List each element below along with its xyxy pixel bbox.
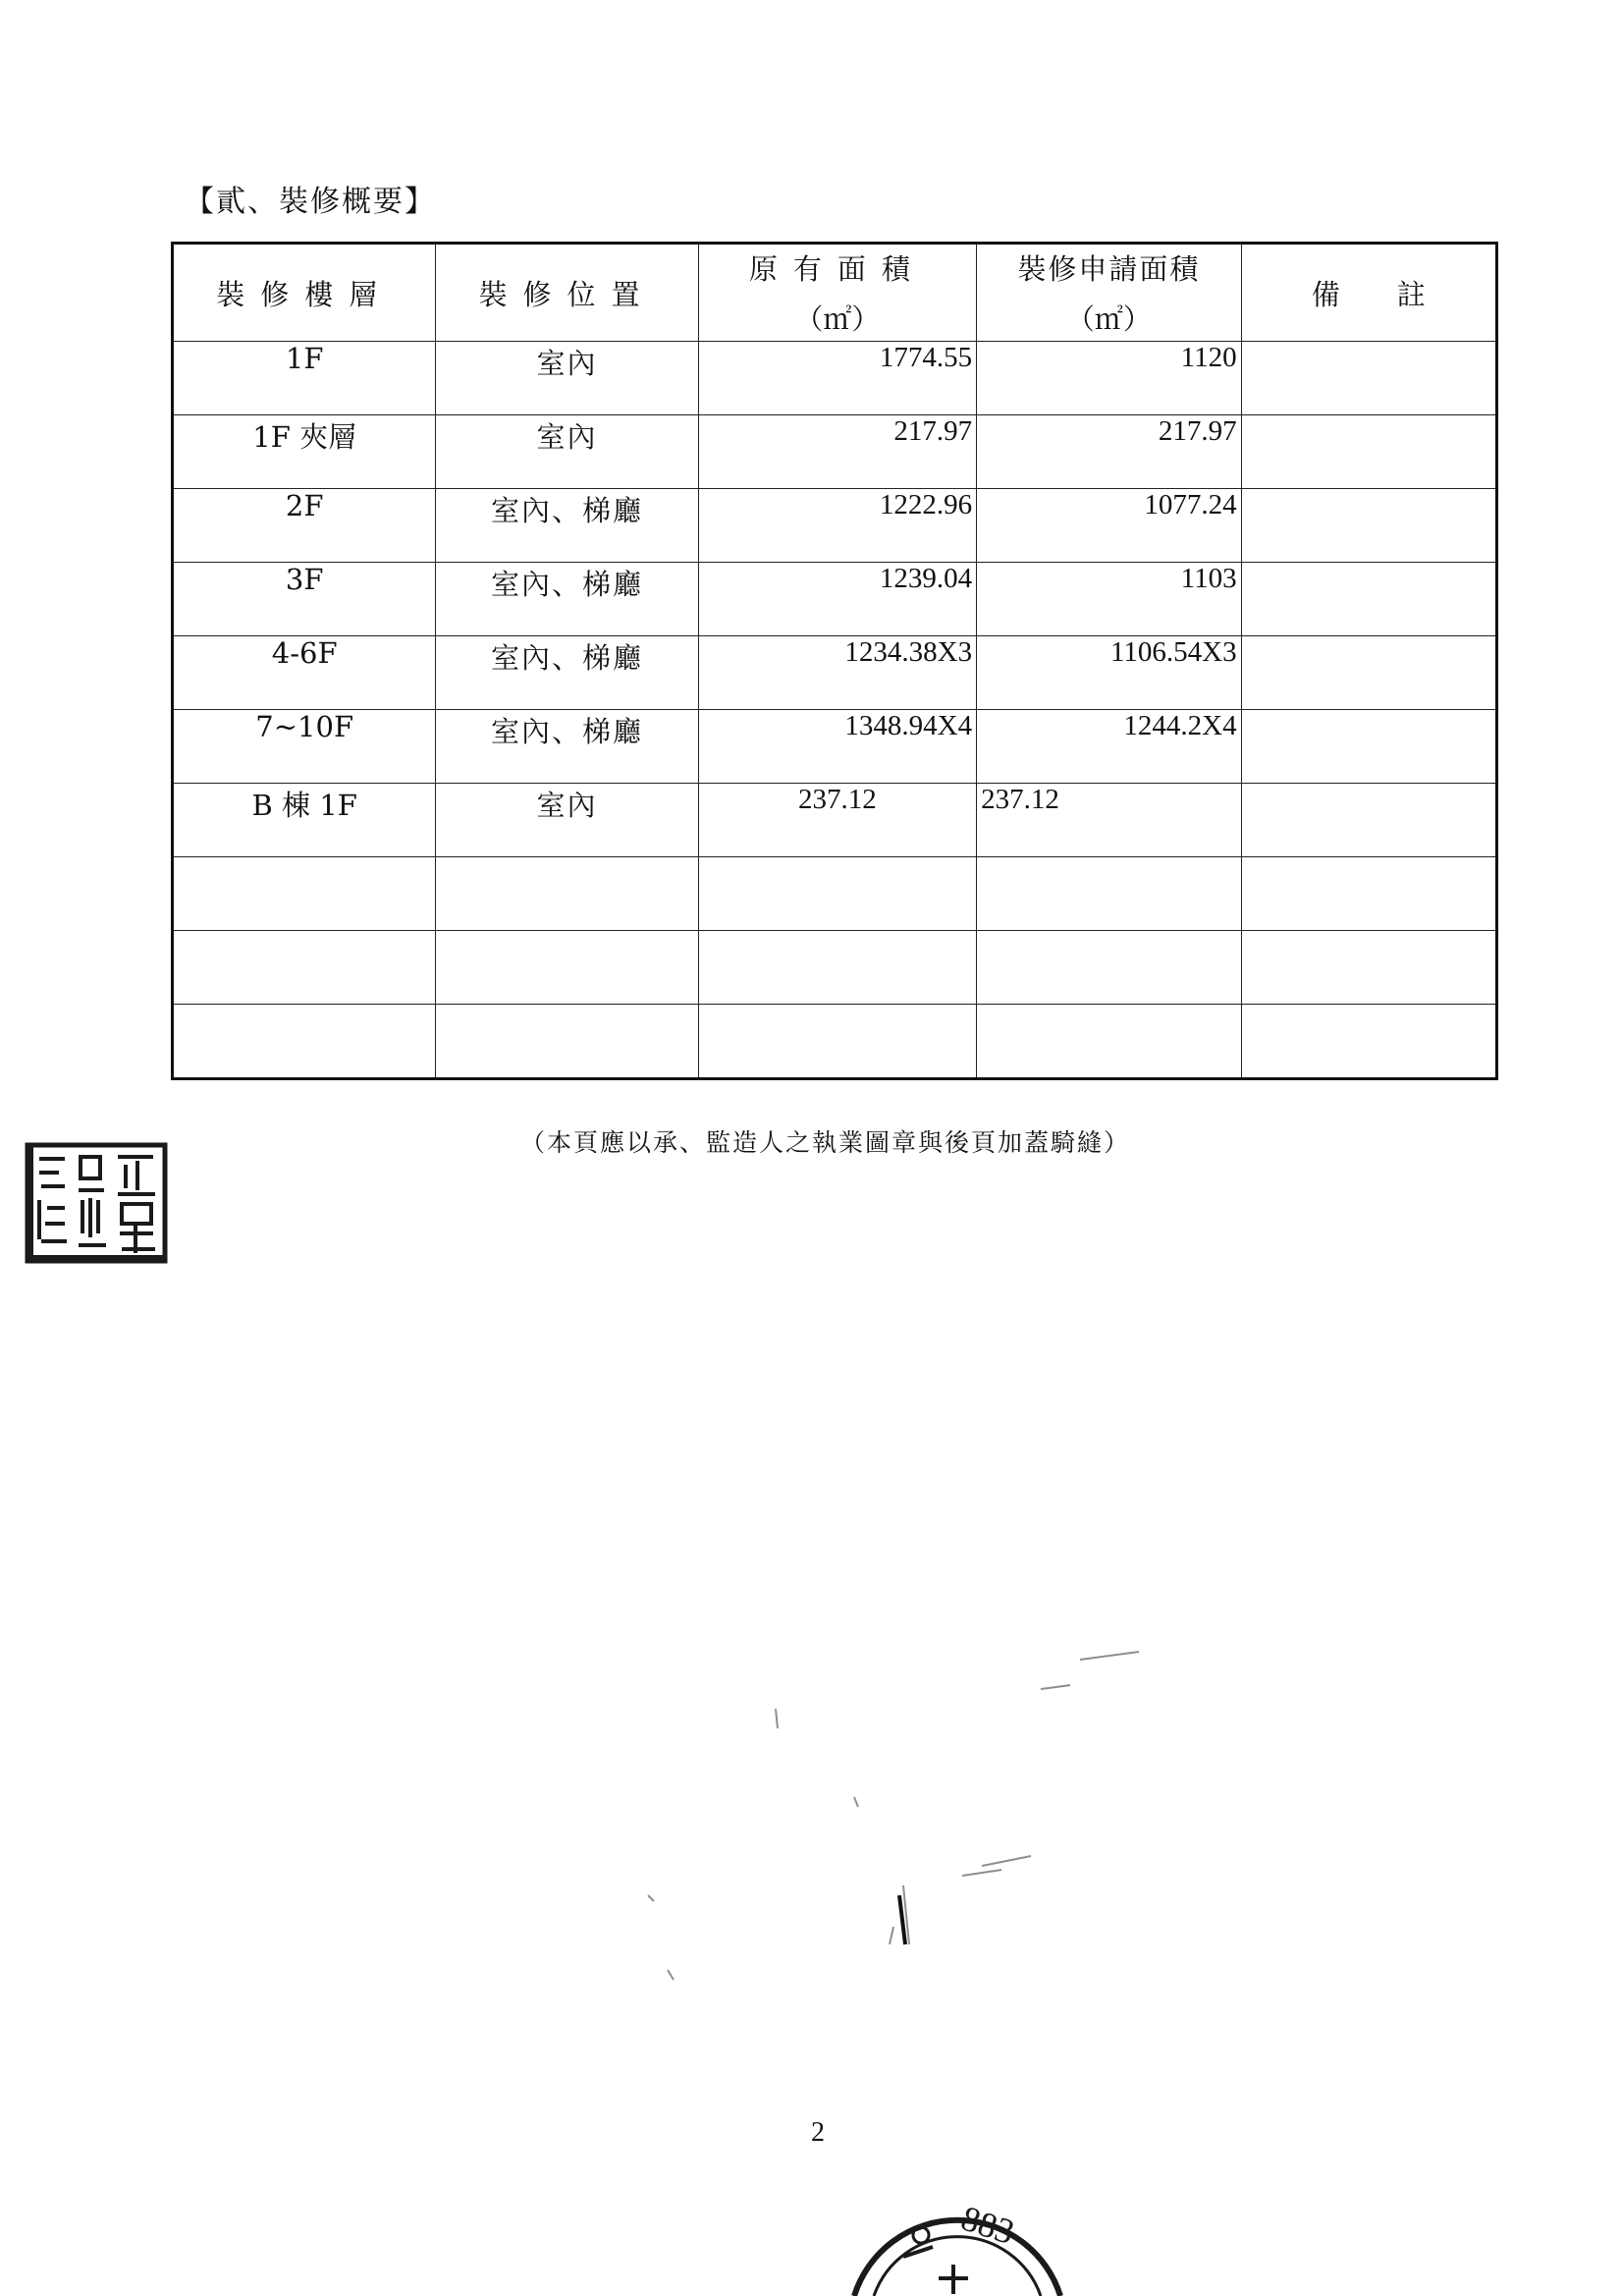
cell-floor: 1F — [173, 342, 436, 415]
cell-floor: B 棟 1F — [173, 784, 436, 857]
cell-remark — [1241, 857, 1496, 931]
cell-position: 室內、梯廳 — [436, 710, 698, 784]
table-row — [173, 415, 1497, 489]
cell-position: 室內 — [436, 342, 698, 415]
renovation-summary-table — [171, 242, 1498, 1080]
header-original-area-unit: （㎡） — [794, 302, 881, 336]
header-original-area — [698, 244, 976, 342]
cell-applied-area: 1244.2X4 — [977, 710, 1242, 784]
cell-position: 室內 — [436, 784, 698, 857]
cell-applied-area: 217.97 — [977, 415, 1242, 489]
cell-floor: 1F 夾層 — [173, 415, 436, 489]
cell-floor: 3F — [173, 563, 436, 636]
cell-original-area: 1234.38X3 — [698, 636, 976, 710]
cell-position — [436, 931, 698, 1005]
cell-applied-area: 1103 — [977, 563, 1242, 636]
cell-floor — [173, 857, 436, 931]
cell-applied-area: 237.12 — [977, 784, 1242, 857]
table-row — [173, 489, 1497, 563]
table-row — [173, 857, 1497, 931]
cell-original-area: 1774.55 — [698, 342, 976, 415]
header-remark: 備 註 — [1241, 244, 1496, 342]
cell-original-area — [698, 931, 976, 1005]
architect-round-seal-icon — [844, 2188, 1070, 2296]
cell-applied-area — [977, 857, 1242, 931]
cell-remark — [1241, 1005, 1496, 1079]
cell-applied-area: 1120 — [977, 342, 1242, 415]
cell-floor: 4-6F — [173, 636, 436, 710]
cell-applied-area — [977, 931, 1242, 1005]
table-row — [173, 784, 1497, 857]
cell-remark — [1241, 931, 1496, 1005]
table-row — [173, 342, 1497, 415]
cell-floor — [173, 1005, 436, 1079]
cell-applied-area — [977, 1005, 1242, 1079]
cell-remark — [1241, 563, 1496, 636]
cell-original-area — [698, 857, 976, 931]
architect-square-seal-icon — [24, 1139, 171, 1267]
cell-remark — [1241, 489, 1496, 563]
header-position: 裝修位置 — [436, 244, 698, 342]
cell-remark — [1241, 710, 1496, 784]
cell-remark — [1241, 784, 1496, 857]
header-applied-area-unit: （㎡） — [1065, 302, 1152, 336]
table-row — [173, 1005, 1497, 1079]
scan-artifact-icon — [609, 1650, 1159, 2062]
cell-original-area: 1239.04 — [698, 563, 976, 636]
cell-applied-area: 1106.54X3 — [977, 636, 1242, 710]
table-row — [173, 710, 1497, 784]
cell-position: 室內、梯廳 — [436, 489, 698, 563]
cell-floor — [173, 931, 436, 1005]
table-row — [173, 636, 1497, 710]
cell-original-area: 1348.94X4 — [698, 710, 976, 784]
cell-position: 室內、梯廳 — [436, 636, 698, 710]
cell-original-area: 1222.96 — [698, 489, 976, 563]
header-applied-area-label: 裝修申請面積 — [1017, 252, 1201, 286]
cell-original-area — [698, 1005, 976, 1079]
header-applied-area — [977, 244, 1242, 342]
cell-remark — [1241, 636, 1496, 710]
cell-position — [436, 1005, 698, 1079]
table-row — [173, 563, 1497, 636]
table-row — [173, 931, 1497, 1005]
table-header-row — [173, 244, 1497, 342]
cell-position: 室內、梯廳 — [436, 563, 698, 636]
cell-remark — [1241, 342, 1496, 415]
seal-instruction-note: （本頁應以承、監造人之執業圖章與後頁加蓋騎縫） — [520, 1128, 1131, 1157]
page-number: 2 — [811, 2117, 825, 2148]
section-title: 【貳、裝修概要】 — [185, 185, 436, 219]
cell-floor: 2F — [173, 489, 436, 563]
header-original-area-label: 原有面積 — [748, 252, 926, 286]
cell-original-area: 217.97 — [698, 415, 976, 489]
cell-position — [436, 857, 698, 931]
cell-position: 室內 — [436, 415, 698, 489]
cell-original-area: 237.12 — [698, 784, 976, 857]
header-floor: 裝修樓層 — [173, 244, 436, 342]
round-seal-number: 883 — [956, 2198, 1019, 2253]
cell-remark — [1241, 415, 1496, 489]
cell-applied-area: 1077.24 — [977, 489, 1242, 563]
cell-floor: 7~10F — [173, 710, 436, 784]
